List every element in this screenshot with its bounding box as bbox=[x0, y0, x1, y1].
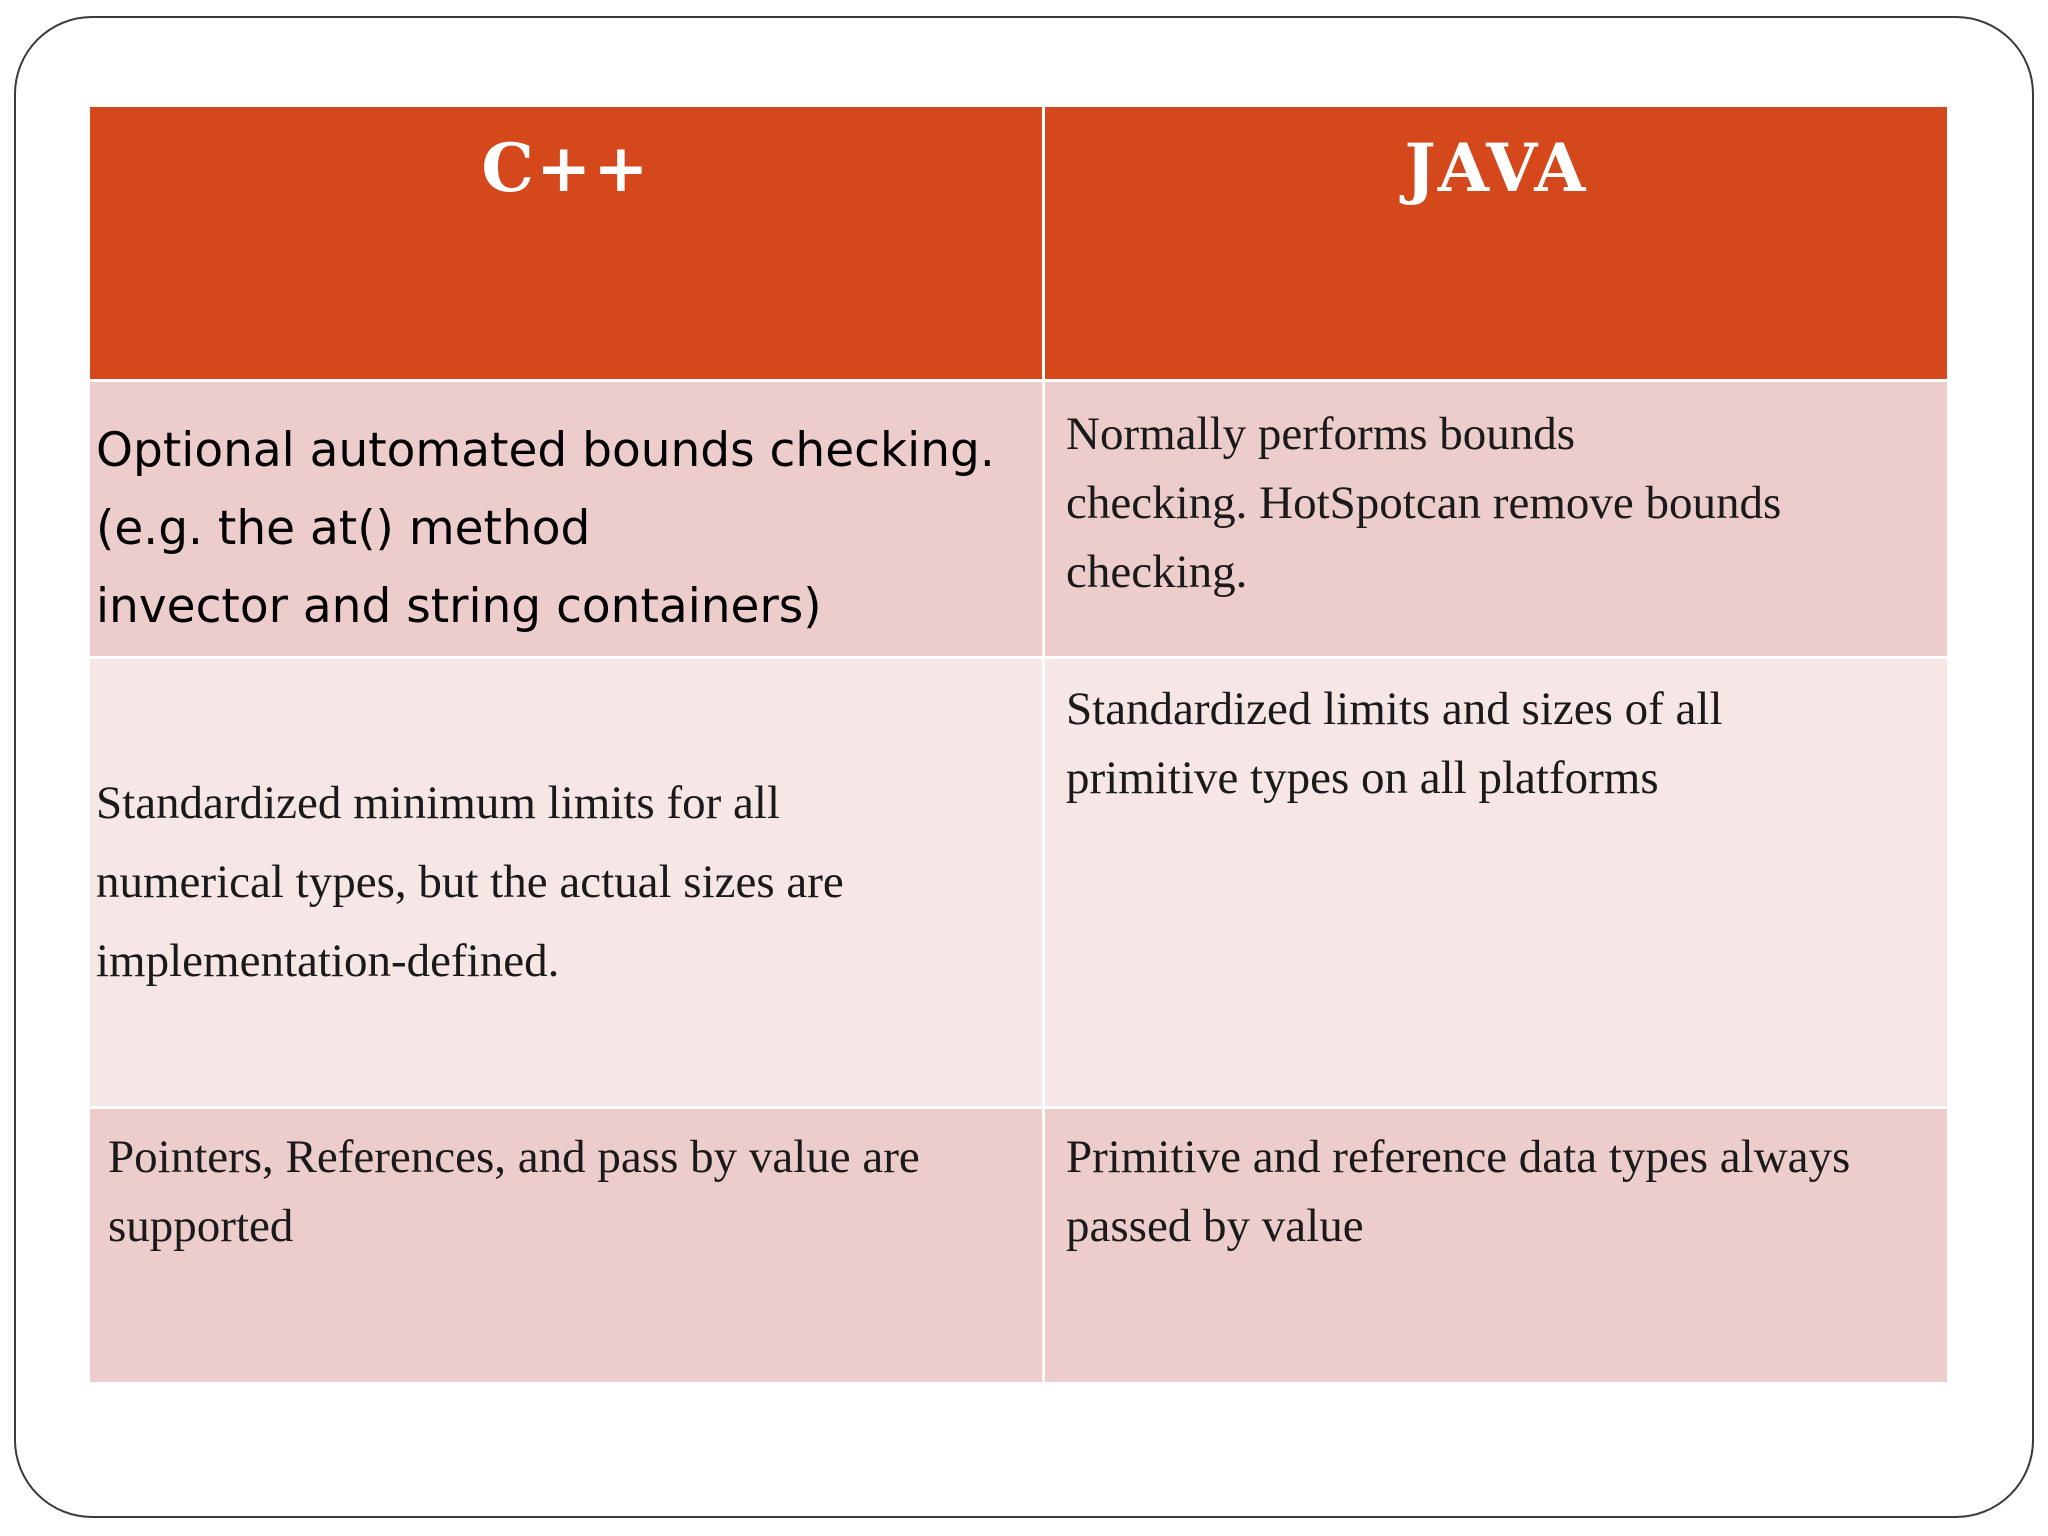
header-java: JAVA bbox=[1044, 106, 1949, 381]
table-row bbox=[89, 381, 1949, 658]
cpp-type-limits-cell bbox=[89, 658, 1044, 1108]
java-bounds-checking-cell bbox=[1044, 381, 1949, 658]
cell-line: implementation-defined. bbox=[96, 935, 560, 987]
java-type-limits-cell bbox=[1044, 658, 1949, 1108]
cell-line: supported bbox=[108, 1200, 294, 1252]
cell-line: Primitive and reference data types always bbox=[1066, 1131, 1851, 1183]
cell-line: passed by value bbox=[1066, 1200, 1364, 1252]
cell-line: numerical types, but the actual sizes are bbox=[96, 856, 844, 908]
cell-line: (e.g. the at() method bbox=[96, 501, 591, 556]
cell-line: Normally performs bounds bbox=[1066, 408, 1576, 460]
cell-line: Optional automated bounds checking. bbox=[96, 423, 995, 478]
table-row bbox=[89, 1108, 1949, 1384]
cell-line: checking. HotSpotcan remove bounds bbox=[1066, 477, 1782, 529]
java-pass-by-cell bbox=[1044, 1108, 1949, 1384]
cell-line: Standardized limits and sizes of all bbox=[1066, 683, 1723, 735]
table-header-row bbox=[89, 106, 1949, 381]
cell-line: Pointers, References, and pass by value are bbox=[108, 1131, 920, 1183]
cell-line: primitive types on all platforms bbox=[1066, 752, 1659, 804]
cell-line: Standardized minimum limits for all bbox=[96, 777, 781, 829]
cell-line: checking. bbox=[1066, 546, 1248, 598]
cpp-pass-by-cell bbox=[89, 1108, 1044, 1384]
header-cpp: C++ bbox=[89, 106, 1044, 381]
comparison-table bbox=[87, 104, 1950, 1385]
table-row bbox=[89, 658, 1949, 1108]
cell-line: invector and string containers) bbox=[96, 579, 822, 634]
cpp-bounds-checking-cell bbox=[89, 381, 1044, 658]
